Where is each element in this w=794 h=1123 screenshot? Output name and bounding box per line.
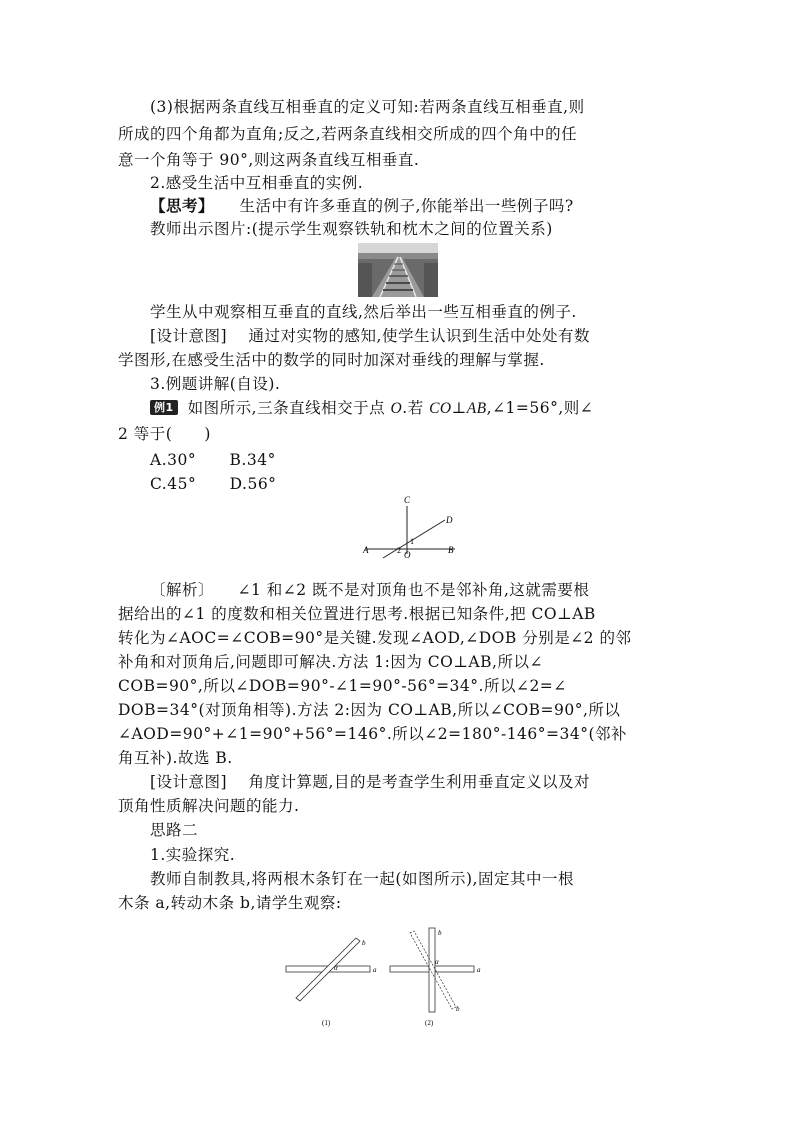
- analysis-line3: 转化为∠AOC=∠COB=90°是关键.发现∠AOD,∠DOB 分别是∠2 的邻: [118, 629, 632, 647]
- analysis-line8: 角互补).故选 B.: [118, 749, 233, 767]
- analysis-line5: COB=90°,所以∠DOB=90°-∠1=90°-56°=34°.所以∠2=∠: [118, 677, 567, 695]
- analysis-line7: ∠AOD=90°+∠1=90°+56°=146°.所以∠2=180°-146°=34°(邻补: [118, 725, 628, 743]
- teacher2-line2: 木条 a,转动木条 b,请学生观察:: [118, 894, 342, 912]
- segment-co-label: CO: [429, 400, 452, 417]
- point-o-label: O: [390, 400, 403, 417]
- think-tag: 【思考】: [150, 196, 215, 215]
- example-text-c: ,∠1=56°,则∠: [486, 399, 594, 417]
- stick-b-2: [429, 928, 435, 1012]
- sticks-figure-1: [286, 938, 377, 1027]
- analysis-text1: ∠1 和∠2 既不是对顶角也不是邻补角,这就需要根: [237, 581, 590, 599]
- label-alpha-2: α: [435, 958, 439, 966]
- teacher-line: 教师出示图片:(提示学生观察铁轨和枕木之间的位置关系): [150, 220, 553, 238]
- analysis-line6: DOB=34°(对顶角相等).方法 2:因为 CO⊥AB,所以∠COB=90°,所以: [118, 701, 621, 719]
- para1-line1: (3)根据两条直线互相垂直的定义可知:若两条直线互相垂直,则: [150, 98, 585, 116]
- para1-line2: 所成的四个角都为直角;反之,若两条直线相交所成的四个角中的任: [118, 125, 578, 143]
- students-line: 学生从中观察相互垂直的直线,然后举出一些互相垂直的例子.: [150, 303, 577, 321]
- option-d: D.56°: [229, 475, 277, 493]
- design1-text1: 通过对实物的感知,使学生认识到生活中处处有数: [248, 327, 590, 345]
- para1-line3: 意一个角等于 90°,则这两条直线互相垂直.: [118, 151, 420, 169]
- label-a-1: a: [373, 966, 377, 974]
- sticks-figure-2: [390, 928, 481, 1027]
- segment-ab-label: AB: [466, 400, 487, 417]
- section-3-heading: 3.例题讲解(自设).: [150, 375, 281, 393]
- angle-1-label: 1: [410, 537, 414, 546]
- railway-photo-image: [358, 243, 438, 297]
- design2-tag: [设计意图]: [150, 773, 228, 791]
- option-b: B.34°: [229, 451, 276, 469]
- sticks-figure: [280, 925, 500, 1030]
- example-text-a: 如图所示,三条直线相交于点: [187, 399, 391, 417]
- label-d: D: [446, 515, 453, 525]
- section-2-heading: 2.感受生活中互相垂直的实例.: [150, 174, 364, 192]
- label-a-2: a: [477, 966, 481, 974]
- think-line: [150, 194, 574, 218]
- analysis-line4: 补角和对顶角后,问题即可解决.方法 1:因为 CO⊥AB,所以∠: [118, 653, 543, 671]
- caption-1: (1): [322, 1019, 331, 1027]
- example-text-b: .若: [402, 399, 430, 417]
- label-b-2-rotated: b: [456, 1005, 460, 1013]
- railway-photo: [358, 243, 438, 297]
- example-line2: 2 等于( ): [118, 425, 211, 443]
- caption-2: (2): [425, 1019, 434, 1027]
- label-b-2: b: [438, 929, 442, 937]
- design2-text1: 角度计算题,目的是考查学生利用垂直定义以及对: [248, 773, 590, 791]
- analysis-line1: [150, 578, 589, 602]
- label-b-1: b: [362, 939, 366, 947]
- analysis-tag: 〔解析〕: [150, 581, 215, 599]
- label-alpha-1: α: [334, 964, 338, 972]
- option-a: A.30°: [150, 451, 197, 469]
- design2-line2: 顶角性质解决问题的能力.: [118, 797, 300, 815]
- perp-symbol: ⊥: [451, 399, 467, 417]
- idea-2-heading: 思路二: [150, 821, 199, 839]
- option-c: C.45°: [150, 475, 197, 493]
- line-od: [383, 520, 445, 558]
- think-text: 生活中有许多垂直的例子,你能举出一些例子吗?: [239, 197, 574, 215]
- label-c: C: [403, 495, 411, 505]
- experiment-heading: 1.实验探究.: [150, 846, 236, 864]
- design2-line1: [150, 770, 590, 794]
- label-o: O: [404, 550, 411, 560]
- option-row-1: [150, 448, 276, 472]
- design1-tag: [设计意图]: [150, 327, 228, 345]
- stick-b-1: [296, 938, 360, 1001]
- analysis-line2: 据给出的∠1 的度数和相关位置进行思考.根据已知条件,把 CO⊥AB: [118, 605, 596, 623]
- teacher2-line1: 教师自制教具,将两根木条钉在一起(如图所示),固定其中一根: [150, 870, 574, 888]
- example-badge: 例1: [150, 400, 178, 415]
- design1-line2: 学图形,在感受生活中的数学的同时加深对垂线的理解与掌握.: [118, 351, 545, 369]
- label-a: A: [363, 545, 369, 555]
- option-row-2: [150, 472, 276, 496]
- label-b: B: [448, 545, 454, 555]
- angle-2-label: 2: [397, 546, 401, 555]
- design1-line1: [150, 324, 590, 348]
- example-line1: [150, 396, 593, 421]
- example-figure: [355, 492, 465, 562]
